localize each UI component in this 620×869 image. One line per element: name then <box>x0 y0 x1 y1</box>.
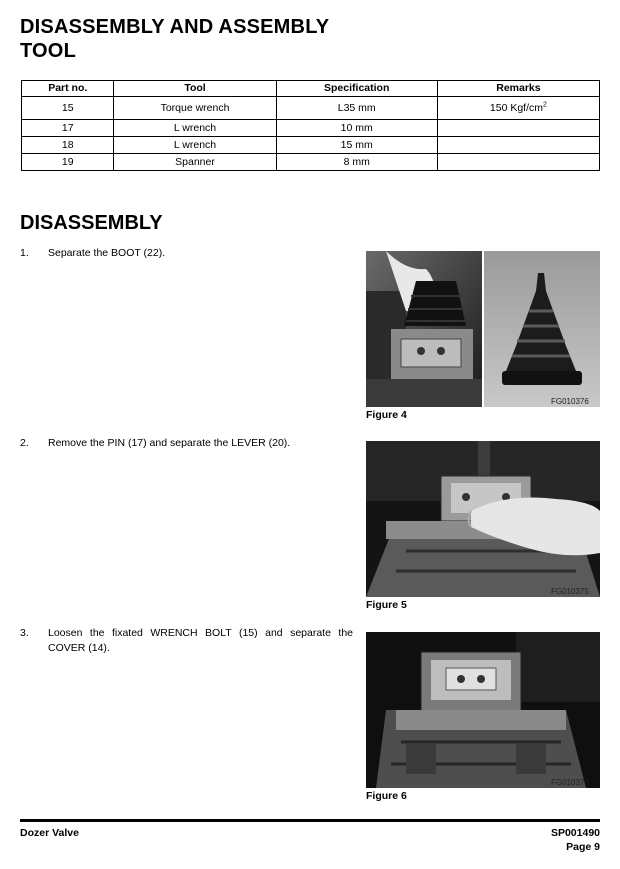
step-text: Loosen the fixated WRENCH BOLT (15) and separate the COVER (14). <box>48 627 353 654</box>
figure-code: FG010376 <box>551 397 589 406</box>
footer-rule <box>20 819 600 822</box>
cell-tool: L wrench <box>114 120 276 137</box>
remarks-value: 150 Kgf/cm <box>489 102 544 114</box>
cell-remarks <box>437 120 599 137</box>
cell-specification: 8 mm <box>276 154 437 171</box>
column-header-specification: Specification <box>276 81 437 97</box>
figure-code: FG010375 <box>551 587 589 596</box>
step-number: 2. <box>20 437 29 449</box>
cell-part-no: 19 <box>22 154 114 171</box>
cell-tool: Spanner <box>114 154 276 171</box>
tool-table <box>21 80 600 171</box>
cell-part-no: 17 <box>22 120 114 137</box>
cover-removal-photo <box>366 632 600 788</box>
column-header-tool: Tool <box>114 81 276 97</box>
cell-specification: 15 mm <box>276 137 437 154</box>
step-number: 3. <box>20 627 29 639</box>
figure-caption: Figure 4 <box>366 409 407 421</box>
pin-removal-photo <box>366 441 600 597</box>
step-number: 1. <box>20 247 29 259</box>
cell-part-no: 15 <box>22 97 114 120</box>
figure-caption: Figure 5 <box>366 599 407 611</box>
table-row <box>22 137 600 154</box>
figure-code: FG010377 <box>551 778 589 787</box>
footer-title: Dozer Valve <box>20 827 79 839</box>
remarks-superscript: 2 <box>543 101 547 109</box>
page-title <box>20 15 329 63</box>
cell-remarks <box>437 97 599 120</box>
cell-part-no: 18 <box>22 137 114 154</box>
cell-tool: L wrench <box>114 137 276 154</box>
table-header-row <box>22 81 600 97</box>
step-text: Remove the PIN (17) and separate the LEVER (20). <box>48 437 291 449</box>
table-row <box>22 120 600 137</box>
page-title-line-1: DISASSEMBLY AND ASSEMBLY <box>20 16 330 38</box>
figure-4-photo <box>366 251 600 407</box>
footer-doc-number: SP001490 <box>550 827 600 839</box>
footer-page-number: Page 9 <box>566 841 600 853</box>
table-row <box>22 154 600 171</box>
section-title: DISASSEMBLY <box>20 212 163 234</box>
cell-tool: Torque wrench <box>114 97 276 120</box>
boot-removal-photo <box>366 251 600 407</box>
cell-specification: L35 mm <box>276 97 437 120</box>
cell-remarks <box>437 137 599 154</box>
cell-remarks <box>437 154 599 171</box>
column-header-part-no: Part no. <box>22 81 114 97</box>
step-text: Separate the BOOT (22). <box>48 247 166 259</box>
cell-specification: 10 mm <box>276 120 437 137</box>
page-title-line-2: TOOL <box>20 40 76 62</box>
figure-caption: Figure 6 <box>366 790 407 802</box>
figure-5-photo <box>366 441 600 597</box>
figure-6-photo <box>366 632 600 788</box>
table-row <box>22 97 600 120</box>
column-header-remarks: Remarks <box>437 81 599 97</box>
